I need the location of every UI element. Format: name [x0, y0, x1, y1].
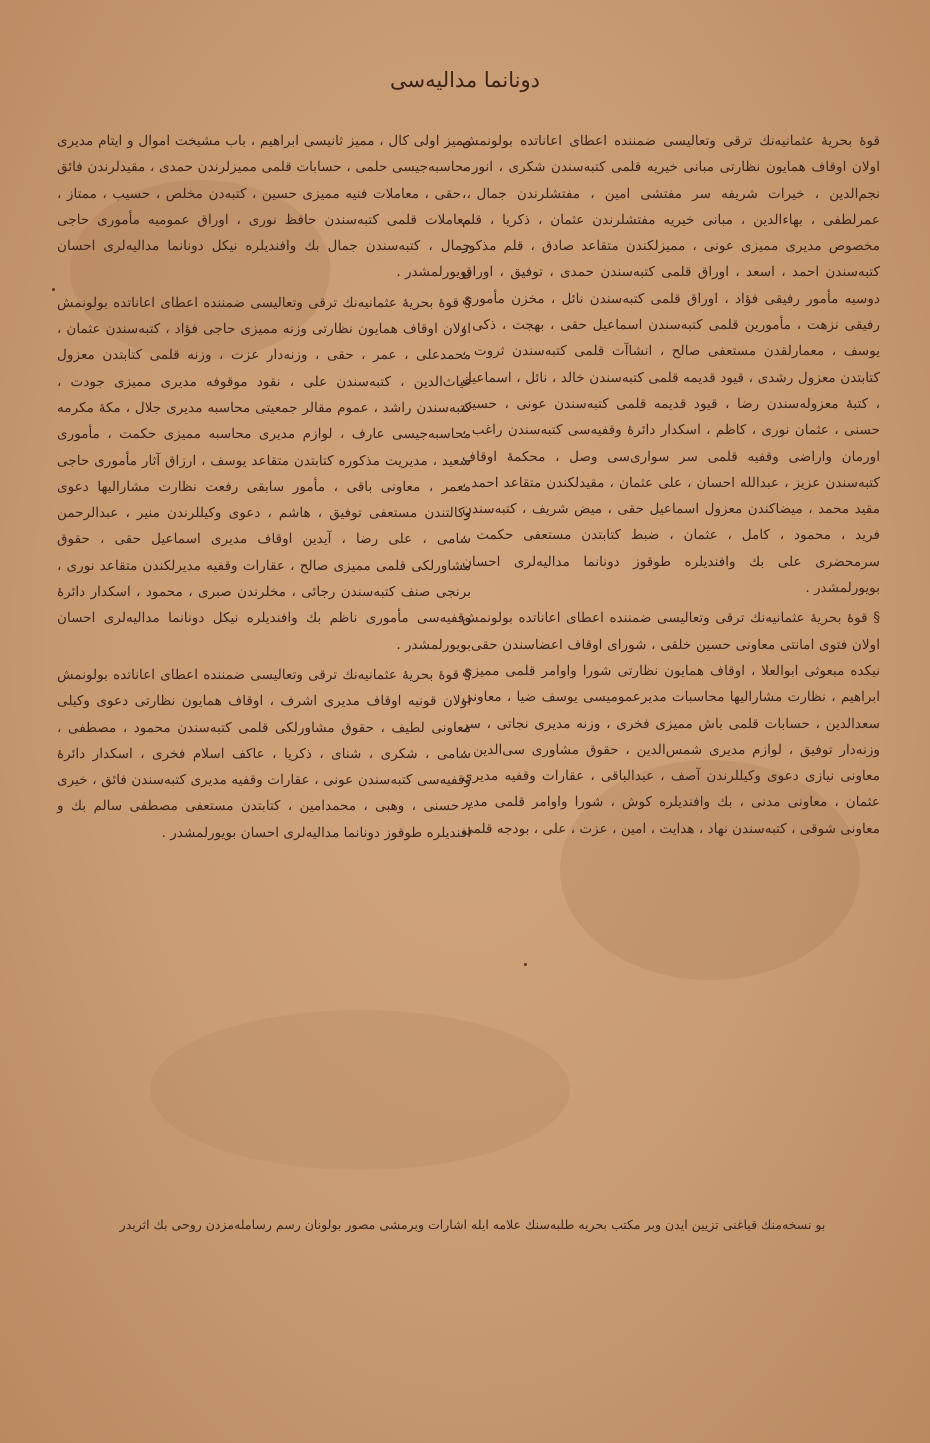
ink-speck [524, 963, 527, 966]
footnote: بو نسخه‌منك قیاغنی تزیین ایدن وبر مكتب بحریه طلبه‌سنك علامه ایله اشارات وبرمشی مصور بولونان رسم رسامله‌مزدن روحی بك اثریدر [119, 1217, 826, 1232]
paragraph: § قوهٔ بحریهٔ عثمانیه‌نك ترقی وتعالیسی ضمننده اعطای اعاناتده بولونمش اولان فتوی امانتی معاونی حسین خلقی ، شورای اوقاف اعضاسندن حقی ، نیكده مبعوثی ابوالعلا ، اوقاف همایون نظارتی شورا واوامر قلمی ممیزی ابراهیم ، نظارت مشارالیها محاسبات مدیرعمومیسی یوسف ضیا ، معاونی سعدالدین ، حسابات قلمی باش ممیزی فخری ، وزنه مدیری نجاتی ، سر وزنه‌دار توفیق ، لوازم مدیری شمس‌الدین ، حقوق مشاوری سی‌الدین ، معاونی نیازی دعوی وكیللرندن آصف ، عبدالباقی ، عقارات وقفیه مدیری عثمان ، معاونی مدنی ، بك وافندیلره كوش ، شورا واوامر قلمی مدیر معاونی شوقی ، كتبه‌سندن نهاد ، هدایت ، امین ، عزت ، علی ، بودجه قلمی [462, 610, 880, 837]
paragraph: § قوهٔ بحریهٔ عثمانیه‌نك ترقی وتعالیسی ضمننده اعطای اعاناتده بولونمش اولان اوقاف همایون نظارتی وزنه ممیزی حاجی فؤاد ، كتبه‌سندن عثمان ، محمدعلی ، عمر ، حقی ، وزنه‌دار عزت ، وزنه قلمی كتابتدن معزول غیاث‌الدین ، كتبه‌سندن علی ، نقود موقوفه مدیری ممیزی جودت ، كتبه‌سندن راشد ، عموم مقالر جمعیتی محاسبه مدیری جلال ، مكهٔ مكرمه محاسبه‌جیسی عارف ، لوازم مدیری محاسبه ممیزی حكمت ، مأموری سعید ، مدیریت مذكوره كتابتدن متقاعد یوسف ، ارزاق آثار مأموری حاجی معمر ، معاونی باقی ، مأمور سابقی رفعت نظارت مشارالیها دعوی وكالتندن مستعفی توفیق ، هاشم ، دعوی وكیللرندن منیر ، عبدالرحمن سامی ، علی رضا ، آیدین اوقاف مدیری اسماعیل حقی ، حقوق مشاورلكی قلمی ممیزی صالح ، عقارات وقفیه مدیرلكندن متقاعد نوری ، برنجی صنف كتبه‌سندن رجائی ، مخلرندن صبری ، محمود ، اسكدار دائرهٔ وقفیه‌سی مأموری ناظم بك وافندیلره نیكل دونانما مدالیه‌لری احسان بویورلمشدر . [57, 294, 471, 653]
paragraph: ممیز اولی كال ، ممیز ثانیسی ابراهیم ، باب مشیخت اموال و ایتام مدیری محاسبه‌جیسی حلمی ، حسابات قلمی ممیزلرندن حمدی ، مقیدلرندن فائق ، حقی ، معاملات فنیه ممیزی حسین ، كتبه‌دن مخلص ، حسیب ، ممتاز ، معاملات قلمی كتبه‌سندن حافظ نوری ، اوراق عمومیه مأموری حاجی جمال ، كتبه‌سندن جمال بك وافندیلره نیكل دونانما مدالیه‌لری احسان بویورلمشدر . [57, 133, 471, 281]
ink-speck [52, 288, 55, 291]
text-column-left [57, 128, 471, 850]
page-title: دونانما مداليه‌سی [390, 68, 540, 92]
paper-stain [150, 1010, 570, 1170]
text-column-right [462, 128, 880, 846]
paragraph: قوهٔ بحریهٔ عثمانیه‌نك ترقی وتعالیسی ضمننده اعطای اعاناتده بولونمش اولان اوقاف همایون نظارتی مبانی خیریه قلمی كتبه‌سندن شكری ، انور ، نجم‌الدین ، خیرات شریفه سر مفتشی امین ، مفتشلرندن جمال ، عمرلطفی ، بهاءالدین ، مبانی خیریه مفتشلرندن عثمان ، ذكریا ، قلم مخصوص مدیری ممیزی عونی ، ممیزلكندن متقاعد صادق ، قلم مذكور كتبه‌سندن احمد ، اسعد ، اوراق قلمی كتبه‌سندن حمدی ، توفیق ، اوراق دوسیه مأمور رفیقی فؤاد ، اوراق قلمی كتبه‌سندن نائل ، مخزن مأموری رفیقی نزهت ، مأمورین قلمی كتبه‌سندن اسماعیل حقی ، بهجت ، ذكی ، یوسف ، معمارلقدن مستعفی صالح ، انشاآت قلمی كتبه‌سندن ثروت ، كتابتدن معزول رشدی ، قیود قدیمه قلمی كتبه‌سندن خالد ، نائل ، اسماعیل ، كتبهٔ معزوله‌سندن رضا ، قیود قدیمه قلمی كتبه‌سندن عونی ، حسین حسنی ، عثمان نوری ، كاظم ، اسكدار دائرهٔ وقفیه‌سی كتبه‌سندن راغب ، اورمان واراضی وقفیه قلمی سر سواری‌سی وصل ، محكمهٔ اوقاف كتبه‌سندن عزیز ، عبدالله احسان ، علی عثمان ، مقیدلكندن متقاعد احمد ، مقید محمد ، میضاكندن معزول اسماعیل حقی ، میض شریف ، كتبه‌سندن فرید ، محمود ، كامل ، عثمان ، ضبط كتابتدن مستعفی حكمت ، سرمحضری علی بك وافندیلره طوقوز دونانما مدالیه‌لری احسان بویورلمشدر . [462, 133, 880, 597]
paragraph: § قوهٔ بحریهٔ عثمانیه‌نك ترقی وتعالیسی ضمننده اعطای اعاناتده بولونمش اولان قونیه اوقاف مدیری اشرف ، اوقاف همایون نظارتی دعوی وكیلی معاونی لطیف ، حقوق مشاورلكی قلمی كتبه‌سندن محمود ، مصطفی ، سامی ، شكری ، شنای ، ذكریا ، عاكف اسلام فخری ، اسكدار دائرهٔ وقفیه‌سی كتبه‌سندن عونی ، عقارات وقفیه مدیری كتبه‌سندن فائق ، خیری ، حسنی ، وهبی ، محمدامین ، كتابتدن مستعفی مصطفی سالم بك و افندیلره طوقوز دونانما مدالیه‌لری احسان بویورلمشدر . [57, 666, 471, 841]
